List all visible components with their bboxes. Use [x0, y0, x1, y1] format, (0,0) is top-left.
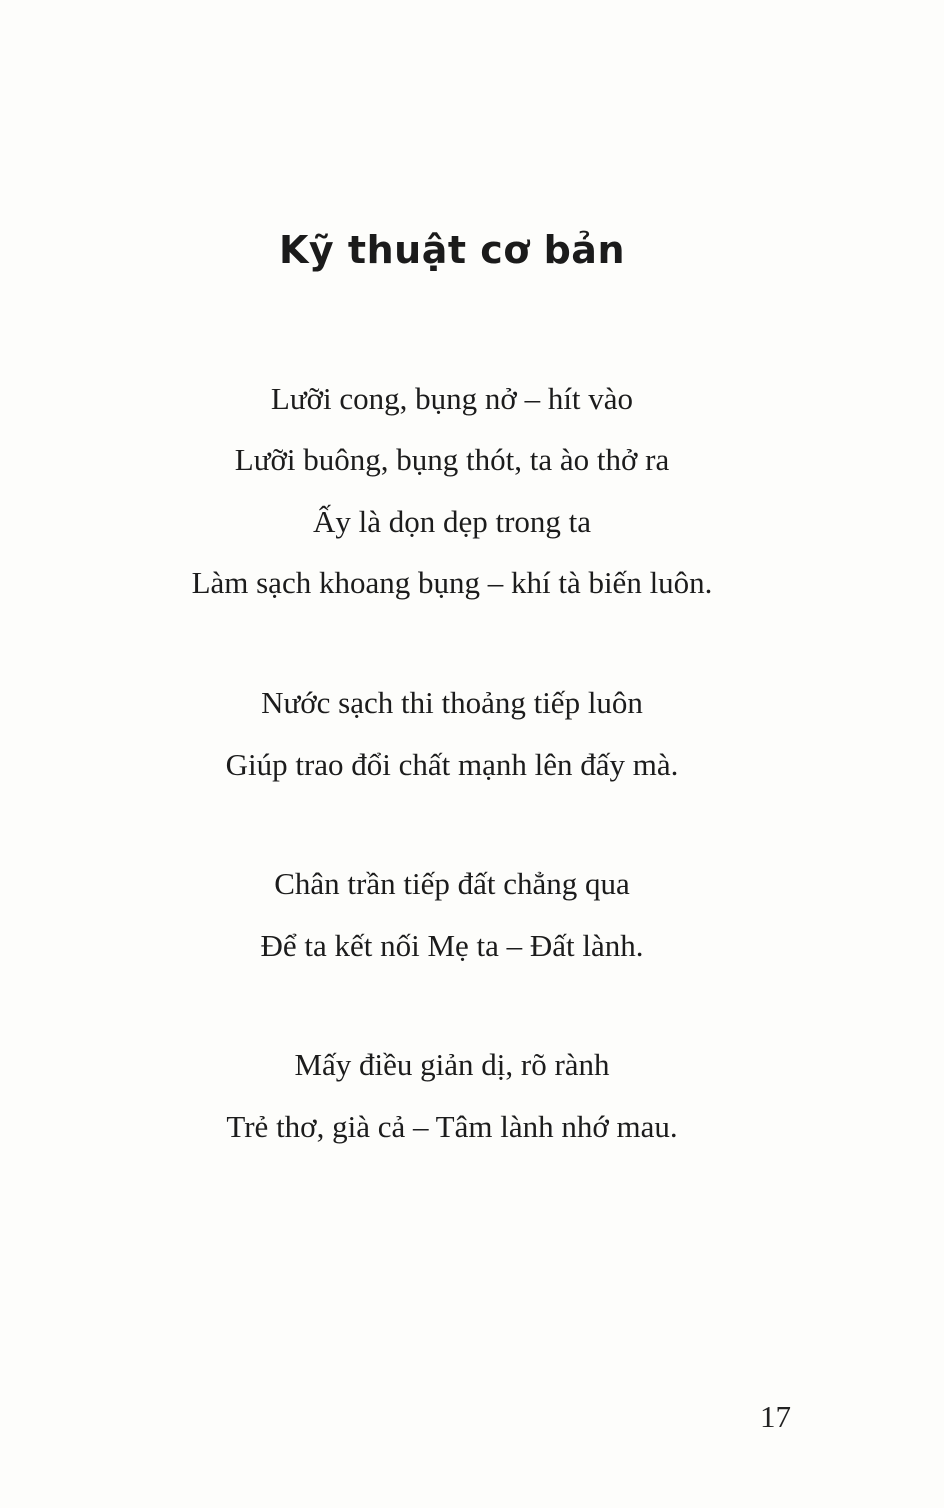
- poem-line: Nước sạch thi thoảng tiếp luôn: [261, 685, 643, 720]
- page-number: 17: [760, 1399, 791, 1434]
- poem-line: Ấy là dọn dẹp trong ta: [312, 504, 592, 539]
- poem-line: Để ta kết nối Mẹ ta – Đất lành.: [260, 928, 644, 963]
- poem-line: Giúp trao đổi chất mạnh lên đấy mà.: [225, 747, 679, 782]
- poem-line: Lưỡi buông, bụng thót, ta ào thở ra: [234, 442, 670, 477]
- poem-line: Làm sạch khoang bụng – khí tà biến luôn.: [191, 565, 713, 600]
- poem-line: Mấy điều giản dị, rõ rành: [294, 1047, 610, 1082]
- poem-line: Lưỡi cong, bụng nở – hít vào: [270, 381, 634, 416]
- poem-title: Kỹ thuật cơ bản: [278, 228, 625, 272]
- poem-line: Trẻ thơ, già cả – Tâm lành nhớ mau.: [226, 1109, 678, 1144]
- poem-line: Chân trần tiếp đất chẳng qua: [274, 866, 630, 901]
